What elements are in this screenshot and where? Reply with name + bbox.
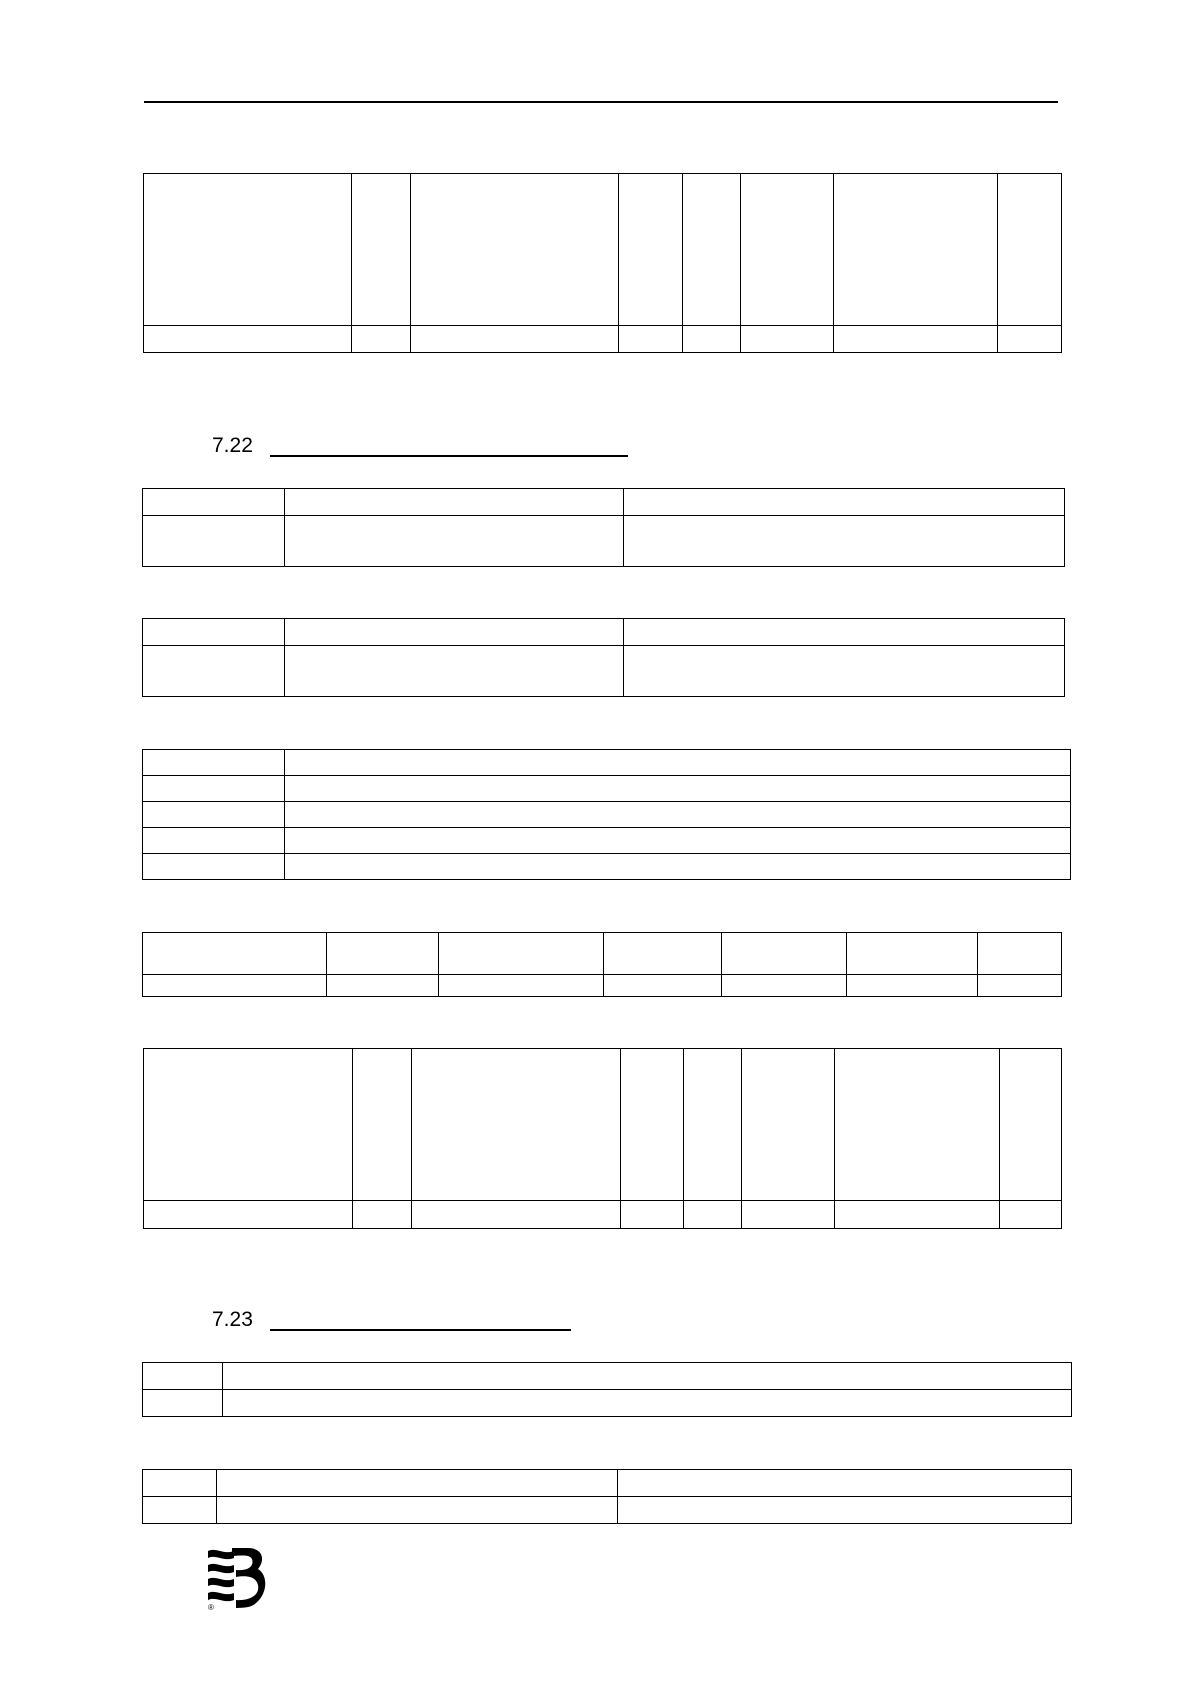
value-table-2 bbox=[142, 618, 1065, 697]
table-row bbox=[143, 802, 1071, 828]
table-row bbox=[144, 1201, 1062, 1229]
section-title-rule bbox=[270, 1329, 571, 1331]
table-header-row bbox=[143, 619, 1065, 646]
value-table-1 bbox=[142, 488, 1065, 567]
table-header-row bbox=[144, 1049, 1062, 1201]
value-table-4 bbox=[142, 1469, 1072, 1524]
table-row bbox=[144, 326, 1062, 353]
table-row bbox=[143, 1497, 1072, 1524]
table-row bbox=[143, 1390, 1072, 1417]
parameter-table-2 bbox=[143, 1048, 1062, 1229]
summary-table bbox=[142, 932, 1062, 997]
table-header-row bbox=[143, 1470, 1072, 1497]
table-header-row bbox=[143, 933, 1062, 975]
brand-logo-icon bbox=[206, 1545, 272, 1611]
registered-mark: ® bbox=[208, 1603, 214, 1612]
table-row bbox=[143, 975, 1062, 997]
value-table-3 bbox=[142, 1362, 1072, 1417]
table-row bbox=[143, 646, 1065, 697]
section-number-7-22: 7.22 bbox=[212, 434, 253, 457]
section-title-rule bbox=[270, 455, 628, 457]
table-header-row bbox=[143, 489, 1065, 516]
table-header-row bbox=[144, 174, 1062, 326]
header-rule bbox=[144, 101, 1058, 103]
table-row bbox=[143, 516, 1065, 567]
option-list-table bbox=[142, 749, 1071, 880]
section-number-7-23: 7.23 bbox=[212, 1308, 253, 1331]
table-row bbox=[143, 750, 1071, 776]
table-row bbox=[143, 776, 1071, 802]
parameter-table-1 bbox=[143, 173, 1062, 353]
table-row bbox=[143, 828, 1071, 854]
table-row bbox=[143, 854, 1071, 880]
table-row bbox=[143, 1363, 1072, 1390]
